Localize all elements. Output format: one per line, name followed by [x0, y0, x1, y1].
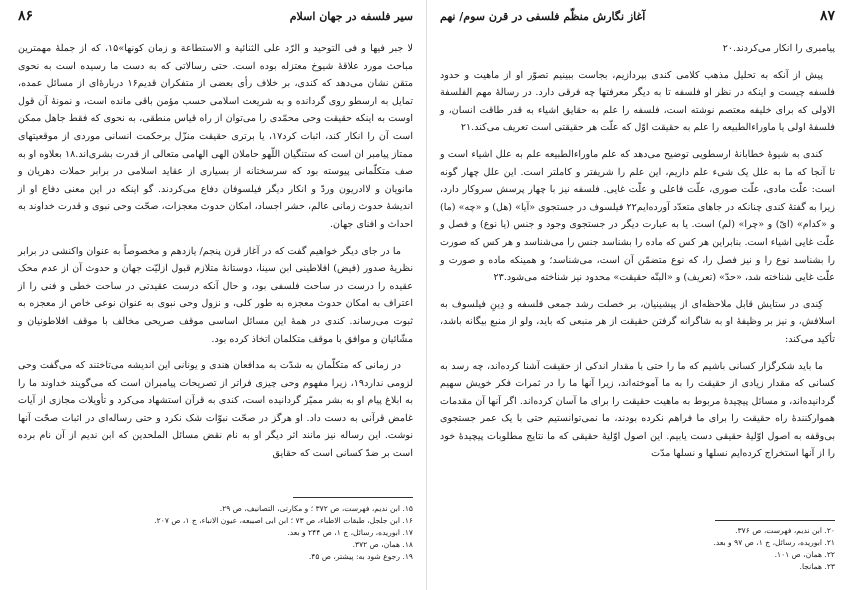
running-head [440, 8, 835, 28]
paragraph: در زمانی که متکلّمان به شدّت به مدافعان هندی و یونانی این اندیشه می‌تاختند که می‌گفت وحی لزومی ندارد۱۹، زیرا مفهوم وحی چیزی فراتر از تصریحات پیامبران است که می‌گویند خداوند ما را به ابلاغ پیام او به بشر ممیّز گردانیده است، کندی به قرآن استشهاد می‌کرد و تأویلات مجازی از آیات غامض قرآنی به دست داد. او هرگز در صحّت نبوّات شک نکرد و حتی رساله‌ای در اثبات صحّت آنها نوشت. این رساله نیز مانند اثر دیگر او به نام نقض مسائل الملحدین که ابن ندیم از آن نام برده است بر ضدّ کسانی است که حقایق [18, 360, 414, 460]
footnotes [440, 525, 835, 573]
paragraph: پیامبری را انکار می‌کردند.۲۰ [722, 43, 835, 54]
body-text [440, 40, 835, 472]
footnote: ۲۱. ابوریده، رسائل، ج ۱، ص ۹۷ و بعد. [713, 538, 835, 547]
right-page [440, 0, 835, 590]
footnote: ۱۸. همان، ص ۳۷۲. [352, 540, 413, 549]
paragraph: ما در جای دیگر خواهیم گفت که در آغاز قرن پنجم/ یازدهم و مخصوصاً به عنوان واکنشی در برابر نظریهٔ صدور (فیض) افلاطینی ابن سینا، دوستانهٔ متلازم قبول ازلیّت جهان و حدوث آن از عدم محک عقیده‌ را درست در ساحت فلسفی بود، و حال آنکه درست عقیدتی در ساحت خطی و فنی را از اعتراف به امکان حدوث معجزه به طور کلی، و نزول وحی نبوی به عنوان نوعی خاص از معجزه به ثبوت می‌رساند. کندی در همهٔ این مسائل اساسی موقف صریحی مخالف با موقف افلاطونیان و مشّائیان و موافق با موقف متکلمان اتخاذ کرده بود. [18, 245, 413, 345]
footnote: ۱۵. ابن ندیم، فهرست، ص ۳۷۲ ؛ و مکارتی، التصانیف، ص ۲۹. [219, 504, 413, 513]
page-gutter [426, 0, 427, 590]
footnote: ۲۲. همان، ص ۱۰۱. [774, 550, 835, 559]
footnote-divider [293, 497, 413, 498]
footnote: ۲۰. ابن ندیم، فهرست، ص ۳۷۶. [735, 526, 835, 535]
page-number: ۸۷ [819, 8, 835, 24]
footnotes [18, 503, 413, 563]
running-head [18, 8, 413, 28]
running-head-title: آغاز نگارش منظّم فلسفی در قرن سوم/ نهم [440, 10, 646, 23]
footnote: ۱۹. رجوع شود به: پیشتر، ص ۴۵. [308, 552, 413, 561]
quotation: ما باید شکرگزار کسانی باشیم که ما را حتی با مقدار اندکی از حقیقت آشنا کرده‌اند، چه رسد به کسانی که مقدار زیادی از حقیقت را به ما آموخته‌اند، زیرا آنها ما را در ثمرات فکر خویش سهیم گردانیده‌اند، و مسائل پیچیدهٔ مربوط به ماهیت حقیقت را برای ما آسان کرده‌اند. اگر آنها آن مقدمات هموارکنندهٔ راه حقیقت را برای ما فراهم نکرده بودند، ما نمی‌توانستیم حتی با یک عمر جستجوی بی‌وقفه به اصول اوّلیهٔ حقیقی دست یابیم. این اصول اوّلیهٔ حقیقی که ما نتایج مطلوبات پیچیدهٔ خود را از آنها استخراج کرده‌ایم نسلها و نسلها مدّت [440, 360, 835, 460]
footnote: ۲۳. همانجا. [799, 562, 835, 571]
body-text [18, 40, 413, 472]
running-head-title: سیر فلسفه در جهان اسلام [289, 10, 413, 23]
paragraph: کِندی در ستایش قابل ملاحظه‌ای از پیشینیان، بر خصلت رشد جمعی فلسفه و دِینِ فیلسوف به اسلافش، و نیز بر وظیفهٔ او به شاگرانه گرفتن حقیقت از هر منبعی که باید، ولو از منبع بیگانه باشد، تأکید می‌کند: [440, 298, 835, 345]
paragraph: کندی به شیوهٔ خطابانهٔ ارسطویی توضیح می‌دهد که علم ماوراءالطبیعه علم به علل اشیاء است و تا آنجا که ما به علل یک شیء علم داریم، این علم را شریفتر و کاملتر است. این علل چهار گونه است: علّت مادی، علّت صوری، علّت فاعلی و علّت غایی. فلسفه نیز با چهار پرسش سروکار دارد، زیرا به گفتهٔ کندی چنانکه در جاهای متعدّد آورده‌ایم۲۲ فیلسوف در جستجوی «آیا» (هل) و «چه» (ما) و «کدام» (ایّ) و «چرا» (لم) است. یا به عبارت دیگر در جستجوی وجود و جنس (یا نوع) و فصل و علّت غایی اشیاء است. بنابراین هر کس که ماده را بشناسد جنس را می‌شناسد و هر کس که صورت را بشناسد نوع را و نیز فصل را، که نوع متضمّن آن است، می‌شناسد؛ و همینکه ماده و صورت و علّت غایی شناخته شد، «حدّ» (تعریف) و «البتّه حقیقت» محدود نیز شناخته می‌شود.۲۳ [440, 148, 835, 284]
paragraph: پیش از آنکه به تحلیل مذهب کلامی کندی بپردازیم، بجاست ببینیم تصوّر او از ماهیت و حدود فلسفه چیست و اینکه در نظر او فلسفه تا به دیگر معرفتها چه فرقی دارد. در رسالهٔ مهم الفلسفة الاولی که برای خلیفه معتصم نوشته است، فلسفه را علم به حقایق اشیاء به قدر طاقت انسان، و فلسفهٔ اولی یا ماوراءالطبیعه را علم به حقیقت اوّل که علّت هر حقیقتی است تعریف می‌کند.۲۱ [440, 69, 835, 134]
footnote: ۱۷. ابوریده، رسائل، ج ۱، ص ۲۴۴ و بعد. [287, 528, 413, 537]
paragraph: لا جبر فیها و فی التوحید و الرّد علی الثنائیة و الاستطاعة و زمان کونها»۱۵، که از جملهٔ مهمترین مباحث مورد علاقهٔ شیوخ معتزله بوده است. حتی رسالاتی که به دست ما رسیده است به نحوی متقن نشان می‌دهد که کندی، بر خلاف رأی بعضی از متفکران قدیم۱۶ دربارهٔ‌ای از مسائل عمده، تمایل به ارسطو روی گردانده و به شریعت اسلامی حسب مؤمن باقی مانده است، و نمونهٔ آن قول اوست به اینکه حقیقت وحی محمّدی را می‌توان از راه قیاس منطقی، به نحوی که فقط جاهل ممکن است آن را انکار کند، اثبات کرد۱۷، یا برتری حقیقت منزّل برحکمت انسانی موردی از موقعیتهای ممتاز پیامبر ان است که ستنگیان اللّهو حاملان الهی الهامی متعالی از قدرت بشری‌اند.۱۸ بعلاوه او به صف متکلّمانی پیوسته بود که سرسختانه از بسیاری از عقاید اسلامی در برابر حملات دهریان و مانویان و لاادریون وردّ و انکار دیگر فیلسوفان دفاع می‌کردند. گو اینکه در این معنی دفاع او از اندیشهٔ حدوث زمانی عالم، حشر اجساد، امکان حدوث معجزات، صحّت وحی نبوی و قدرت خداوند به احداث و افنای جهان. [18, 43, 414, 230]
page-number: ۸۶ [18, 8, 34, 24]
left-page [18, 0, 413, 590]
footnote: ۱۶. ابن جلجل، طبقات الاطباء، ص ۷۳ ؛ ابن ابی اصیبعه، عیون الانباء، ج ۱، ص ۲۰۷. [154, 516, 413, 525]
footnote-divider [715, 520, 835, 521]
